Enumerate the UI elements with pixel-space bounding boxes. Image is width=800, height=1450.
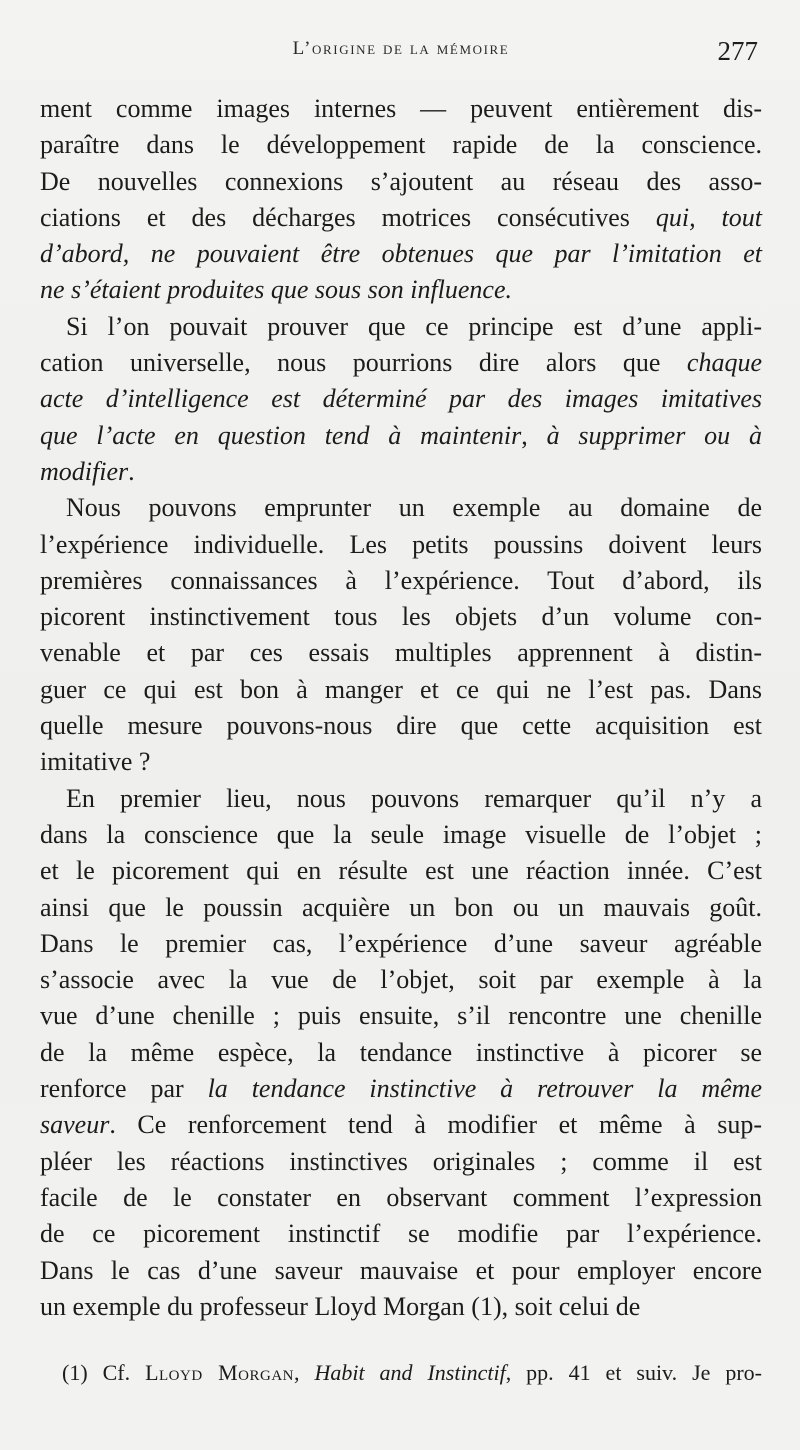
text-run: venable et par ces essais multiples apprennent à distin- xyxy=(40,638,762,668)
text-line xyxy=(40,817,762,853)
text-line xyxy=(40,1253,762,1289)
text-run: Si l’on pouvait prouver que ce principe est d’une appli- xyxy=(66,311,762,341)
text-run: ment comme images internes — peuvent entièrement dis- xyxy=(40,94,762,123)
text-line xyxy=(40,527,762,563)
text-run: vue d’une chenille ; puis ensuite, s’il rencontre une chenille xyxy=(40,1001,762,1031)
italic-run: saveur xyxy=(40,1110,110,1140)
text-line xyxy=(40,1071,762,1107)
text-run: pléer les réactions instinctives originales ; comme il est xyxy=(40,1146,762,1176)
text-run: quelle mesure pouvons-nous dire que cette acquisition est xyxy=(40,711,762,741)
text-run: ciations et des décharges motrices consécutives xyxy=(40,202,656,232)
text-line xyxy=(40,200,762,236)
text-line xyxy=(40,1180,762,1216)
text-line xyxy=(40,853,762,889)
text-run: un exemple du professeur Lloyd Morgan (1), soit celui de xyxy=(40,1291,641,1321)
text-line xyxy=(40,781,762,817)
running-title: L’origine de la mémoire xyxy=(292,38,510,59)
footnote-text: , pp. 41 et suiv. Je pro- xyxy=(505,1360,763,1385)
text-line xyxy=(40,1035,762,1071)
text-run: renforce par xyxy=(40,1074,208,1104)
text-run: premières connaissances à l’expérience. Tout d’abord, ils xyxy=(40,565,762,595)
text-run: imitative ? xyxy=(40,747,151,777)
text-run: guer ce qui est bon à manger et ce qui ne l’est pas. Dans xyxy=(40,674,762,704)
footnote-text: , xyxy=(294,1360,315,1385)
italic-run: ne s’étaient produites que sous son influence. xyxy=(40,275,513,305)
text-run: Nous pouvons emprunter un exemple au domaine de xyxy=(66,493,762,523)
text-line xyxy=(40,926,762,962)
text-line xyxy=(40,236,762,272)
italic-run: la tendance instinctive à retrouver la même xyxy=(207,1074,762,1104)
text-run: picorent instinctivement tous les objets d’un volume con- xyxy=(40,602,762,632)
text-line xyxy=(40,599,762,635)
text-run: de ce picorement instinctif se modifie par l’expérience. xyxy=(40,1219,762,1249)
page-number: 277 xyxy=(717,36,758,66)
text-run: ainsi que le poussin acquière un bon ou un mauvais goût. xyxy=(40,892,762,922)
text-line xyxy=(40,998,762,1034)
italic-run: à supprimer ou à xyxy=(546,420,762,450)
text-run: En premier lieu, nous pouvons remarquer qu’il n’y a xyxy=(66,783,762,813)
text-line xyxy=(40,672,762,708)
paragraph xyxy=(40,309,762,490)
italic-run: qui, tout xyxy=(655,202,763,232)
text-line xyxy=(40,1144,762,1180)
footnote xyxy=(62,1360,762,1386)
text-run: , xyxy=(521,420,547,450)
text-line xyxy=(40,635,762,671)
text-run: dans la conscience que la seule image visuelle de l’objet ; xyxy=(40,819,762,849)
running-head xyxy=(40,34,762,74)
text-run: . Ce renforcement tend à modifier et même à sup- xyxy=(109,1110,762,1140)
text-line xyxy=(40,1107,762,1143)
text-line xyxy=(40,164,762,200)
text-run: . xyxy=(128,456,135,486)
text-run: cation universelle, nous pourrions dire alors que xyxy=(40,348,687,378)
italic-run: d’abord, ne pouvaient être obtenues que par l’imitation et xyxy=(40,239,762,269)
text-line xyxy=(40,272,762,308)
text-line xyxy=(40,91,762,127)
text-run: l’expérience individuelle. Les petits poussins doivent leurs xyxy=(40,529,762,559)
text-line xyxy=(40,490,762,526)
text-line xyxy=(40,962,762,998)
text-line xyxy=(40,345,762,381)
text-run: Dans le premier cas, l’expérience d’une saveur agréable xyxy=(40,928,762,958)
text-run: Dans le cas d’une saveur mauvaise et pour employer encore xyxy=(40,1255,762,1285)
paragraph xyxy=(40,91,762,309)
text-line xyxy=(40,381,762,417)
text-run: facile de le constater en observant comment l’expression xyxy=(40,1182,762,1212)
text-line xyxy=(40,890,762,926)
text-line xyxy=(40,418,762,454)
text-run: paraître dans le développement rapide de la conscience. xyxy=(40,130,762,160)
text-line xyxy=(40,1216,762,1252)
body-text xyxy=(40,91,762,1325)
italic-run: que l’acte en question tend à maintenir xyxy=(40,420,522,450)
paragraph xyxy=(40,781,762,1325)
text-line xyxy=(40,309,762,345)
text-run: De nouvelles connexions s’ajoutent au réseau des asso- xyxy=(40,166,762,196)
text-line xyxy=(40,563,762,599)
text-run: s’associe avec la vue de l’objet, soit par exemple à la xyxy=(40,965,762,995)
italic-run: modifier xyxy=(40,456,129,486)
text-line xyxy=(40,744,762,780)
italic-run: chaque xyxy=(686,348,762,378)
text-line xyxy=(40,127,762,163)
text-run: de la même espèce, la tendance instinctive à picorer se xyxy=(40,1037,762,1067)
footnote-author: Lloyd Morgan xyxy=(145,1360,295,1385)
footnote-text: (1) Cf. xyxy=(62,1360,146,1385)
paragraph xyxy=(40,490,762,780)
text-run: et le picorement qui en résulte est une réaction innée. C’est xyxy=(40,856,762,886)
text-line xyxy=(40,1289,762,1325)
text-line xyxy=(40,454,762,490)
text-line xyxy=(40,708,762,744)
italic-run: acte d’intelligence est déterminé par des images imitatives xyxy=(40,384,762,414)
footnote-title: Habit and Instinctif xyxy=(314,1360,506,1385)
